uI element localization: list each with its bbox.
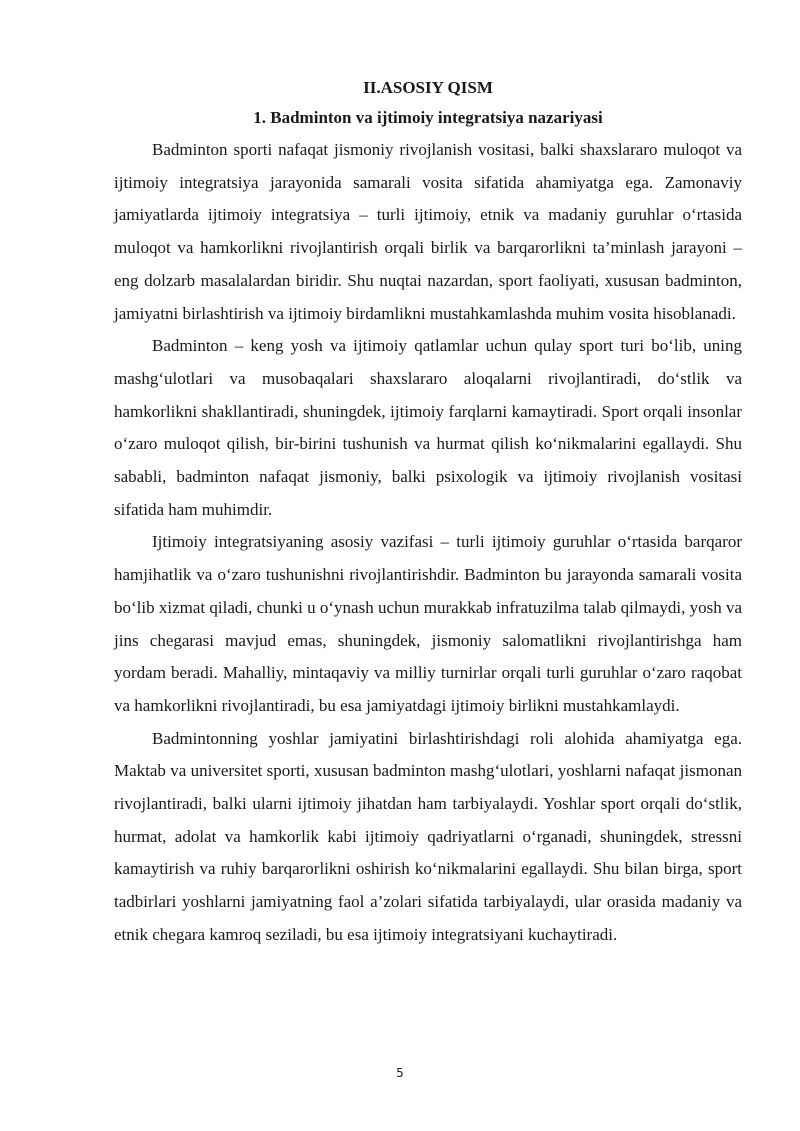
paragraph-2: Badminton – keng yosh va ijtimoiy qatlamlar uchun qulay sport turi bo‘lib, uning mashg‘ulotlari va musobaqalari shaxslararo aloqalarni rivojlantiradi, do‘stlik va hamkorlikni shakllantiradi, shuningdek, ijtimoiy farqlarni kamaytiradi. Sport orqali insonlar o‘zaro muloqot qilish, bir-birini tushunish va hurmat qilish ko‘nikmalarini egallaydi. Shu sababli, badminton nafaqat jismoniy, balki psixologik va ijtimoiy rivojlanish vositasi sifatida ham muhimdir. [114, 336, 742, 519]
subsection-title: 1. Badminton va ijtimoiy integratsiya nazariyasi [253, 108, 603, 127]
paragraph-4: Badmintonning yoshlar jamiyatini birlashtirishdagi roli alohida ahamiyatga ega. Maktab va universitet sporti, xususan badminton mashg‘ulotlari, yoshlarni nafaqat jismonan rivojlantiradi, balki ularni ijtimoiy jihatdan ham tarbiyalaydi. Yoshlar sport orqali do‘stlik, hurmat, adolat va hamkorlik kabi ijtimoiy qadriyatlarni o‘rganadi, shuningdek, stressni kamaytirish va ruhiy barqarorlikni oshirish ko‘nikmalarini egallaydi. Shu bilan birga, sport tadbirlari yoshlarni jamiyatning faol a’zolari sifatida tarbiyalaydi, ular orasida madaniy va etnik chegara kamroq seziladi, bu esa ijtimoiy integratsiyani kuchaytiradi. [114, 728, 742, 944]
paragraph-3: Ijtimoiy integratsiyaning asosiy vazifasi – turli ijtimoiy guruhlar o‘rtasida barqaror hamjihatlik va o‘zaro tushunishni rivojlantirishdir. Badminton bu jarayonda samarali vosita bo‘lib xizmat qiladi, chunki u o‘ynash uchun murakkab infratuzilma talab qilmaydi, yosh va jins chegarasi mavjud emas, shuningdek, jismoniy salomatlikni rivojlantirishga ham yordam beradi. Mahalliy, mintaqaviy va milliy turnirlar orqali turli guruhlar o‘zaro raqobat va hamkorlikni rivojlantiradi, bu esa jamiyatdagi ijtimoiy birlikni mustahkamlaydi. [114, 532, 742, 715]
document-page [114, 76, 742, 952]
paragraph-1: Badminton sporti nafaqat jismoniy rivojlanish vositasi, balki shaxslararo muloqot va ijtimoiy integratsiya jarayonida samarali vosita sifatida ahamiyatga ega. Zamonaviy jamiyatlarda ijtimoiy integratsiya – turli ijtimoiy, etnik va madaniy guruhlar o‘rtasida muloqot va hamkorlikni rivojlantirish orqali birlik va barqarorlikni ta’minlash jarayoni – eng dolzarb masalalardan biridir. Shu nuqtai nazardan, sport faoliyati, xususan badminton, jamiyatni birlashtirish va ijtimoiy birdamlikni mustahkamlashda muhim vosita hisoblanadi. [114, 140, 742, 323]
section-title: II.ASOSIY QISM [363, 78, 493, 97]
page-number: 5 [396, 1066, 404, 1080]
